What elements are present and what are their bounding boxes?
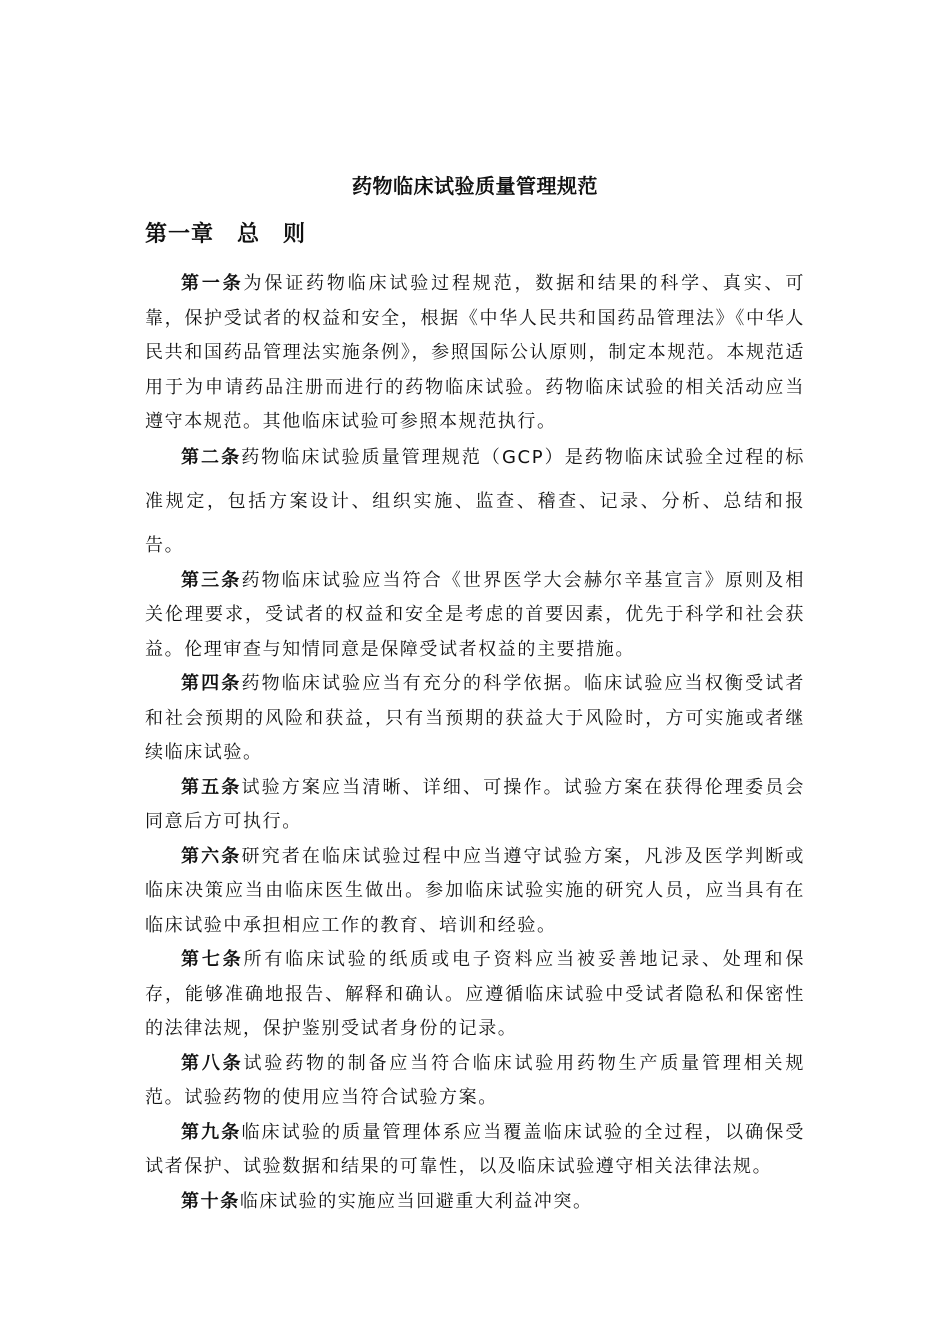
article-6 (145, 840, 805, 944)
article-list (145, 267, 805, 1219)
article-label: 第十条 (181, 1190, 240, 1212)
article-label: 第九条 (181, 1121, 242, 1143)
article-2 (145, 436, 805, 568)
article-10 (145, 1185, 805, 1220)
article-8 (145, 1047, 805, 1116)
article-text: 临床试验的质量管理体系应当覆盖临床试验的全过程，以确保受试者保护、试验数据和结果的可靠性，以及临床试验遵守相关法律法规。 (145, 1121, 806, 1177)
article-label: 第六条 (181, 845, 242, 867)
article-3 (145, 564, 805, 668)
article-label: 第一条 (181, 273, 244, 294)
article-text: 药物临床试验应当符合《世界医学大会赫尔辛基宣言》原则及相关伦理要求，受试者的权益和安全是考虑的首要因素，优先于科学和社会获益。伦理审查与知情同意是保障受试者权益的主要措施。 (145, 569, 806, 660)
article-label: 第七条 (181, 949, 244, 970)
article-label: 第二条 (181, 446, 242, 468)
article-7 (145, 943, 805, 1047)
article-text: 临床试验的实施应当回避重大利益冲突。 (239, 1190, 593, 1212)
article-text: 试验方案应当清晰、详细、可操作。试验方案在获得伦理委员会同意后方可执行。 (145, 776, 806, 832)
article-label: 第四条 (181, 673, 242, 694)
article-text: 为保证药物临床试验过程规范，数据和结果的科学、真实、可靠，保护受试者的权益和安全，根据《中华人民共和国药品管理法》《中华人民共和国药品管理法实施条例》，参照国际公认原则，制定本规范。本规范适用于为申请药品注册而进行的药物临床试验。药物临床试验的相关活动应当遵守本规范。其他临床试验可参照本规范执行。 (145, 273, 805, 432)
article-text: 药物临床试验应当有充分的科学依据。临床试验应当权衡受试者和社会预期的风险和获益，只有当预期的获益大于风险时，方可实施或者继续临床试验。 (145, 673, 806, 763)
article-label: 第三条 (181, 569, 242, 591)
article-9 (145, 1116, 805, 1185)
article-label: 第八条 (181, 1052, 244, 1074)
article-label: 第五条 (181, 776, 242, 798)
article-text: 所有临床试验的纸质或电子资料应当被妥善地记录、处理和保存，能够准确地报告、解释和确认。应遵循临床试验中受试者隐私和保密性的法律法规，保护鉴别受试者身份的记录。 (145, 949, 805, 1039)
article-4 (145, 667, 805, 771)
article-5 (145, 771, 805, 840)
article-1 (145, 267, 805, 440)
article-text: 试验药物的制备应当符合临床试验用药物生产质量管理相关规范。试验药物的使用应当符合试验方案。 (145, 1052, 805, 1108)
chapter-heading: 第一章 总 则 (145, 222, 307, 247)
article-text: 药物临床试验质量管理规范（GCP）是药物临床试验全过程的标准规定，包括方案设计、组织实施、监查、稽查、记录、分析、总结和报告。 (145, 446, 805, 556)
document-title: 药物临床试验质量管理规范 (352, 174, 598, 198)
article-text: 研究者在临床试验过程中应当遵守试验方案，凡涉及医学判断或临床决策应当由临床医生做出。参加临床试验实施的研究人员，应当具有在临床试验中承担相应工作的教育、培训和经验。 (145, 845, 806, 936)
